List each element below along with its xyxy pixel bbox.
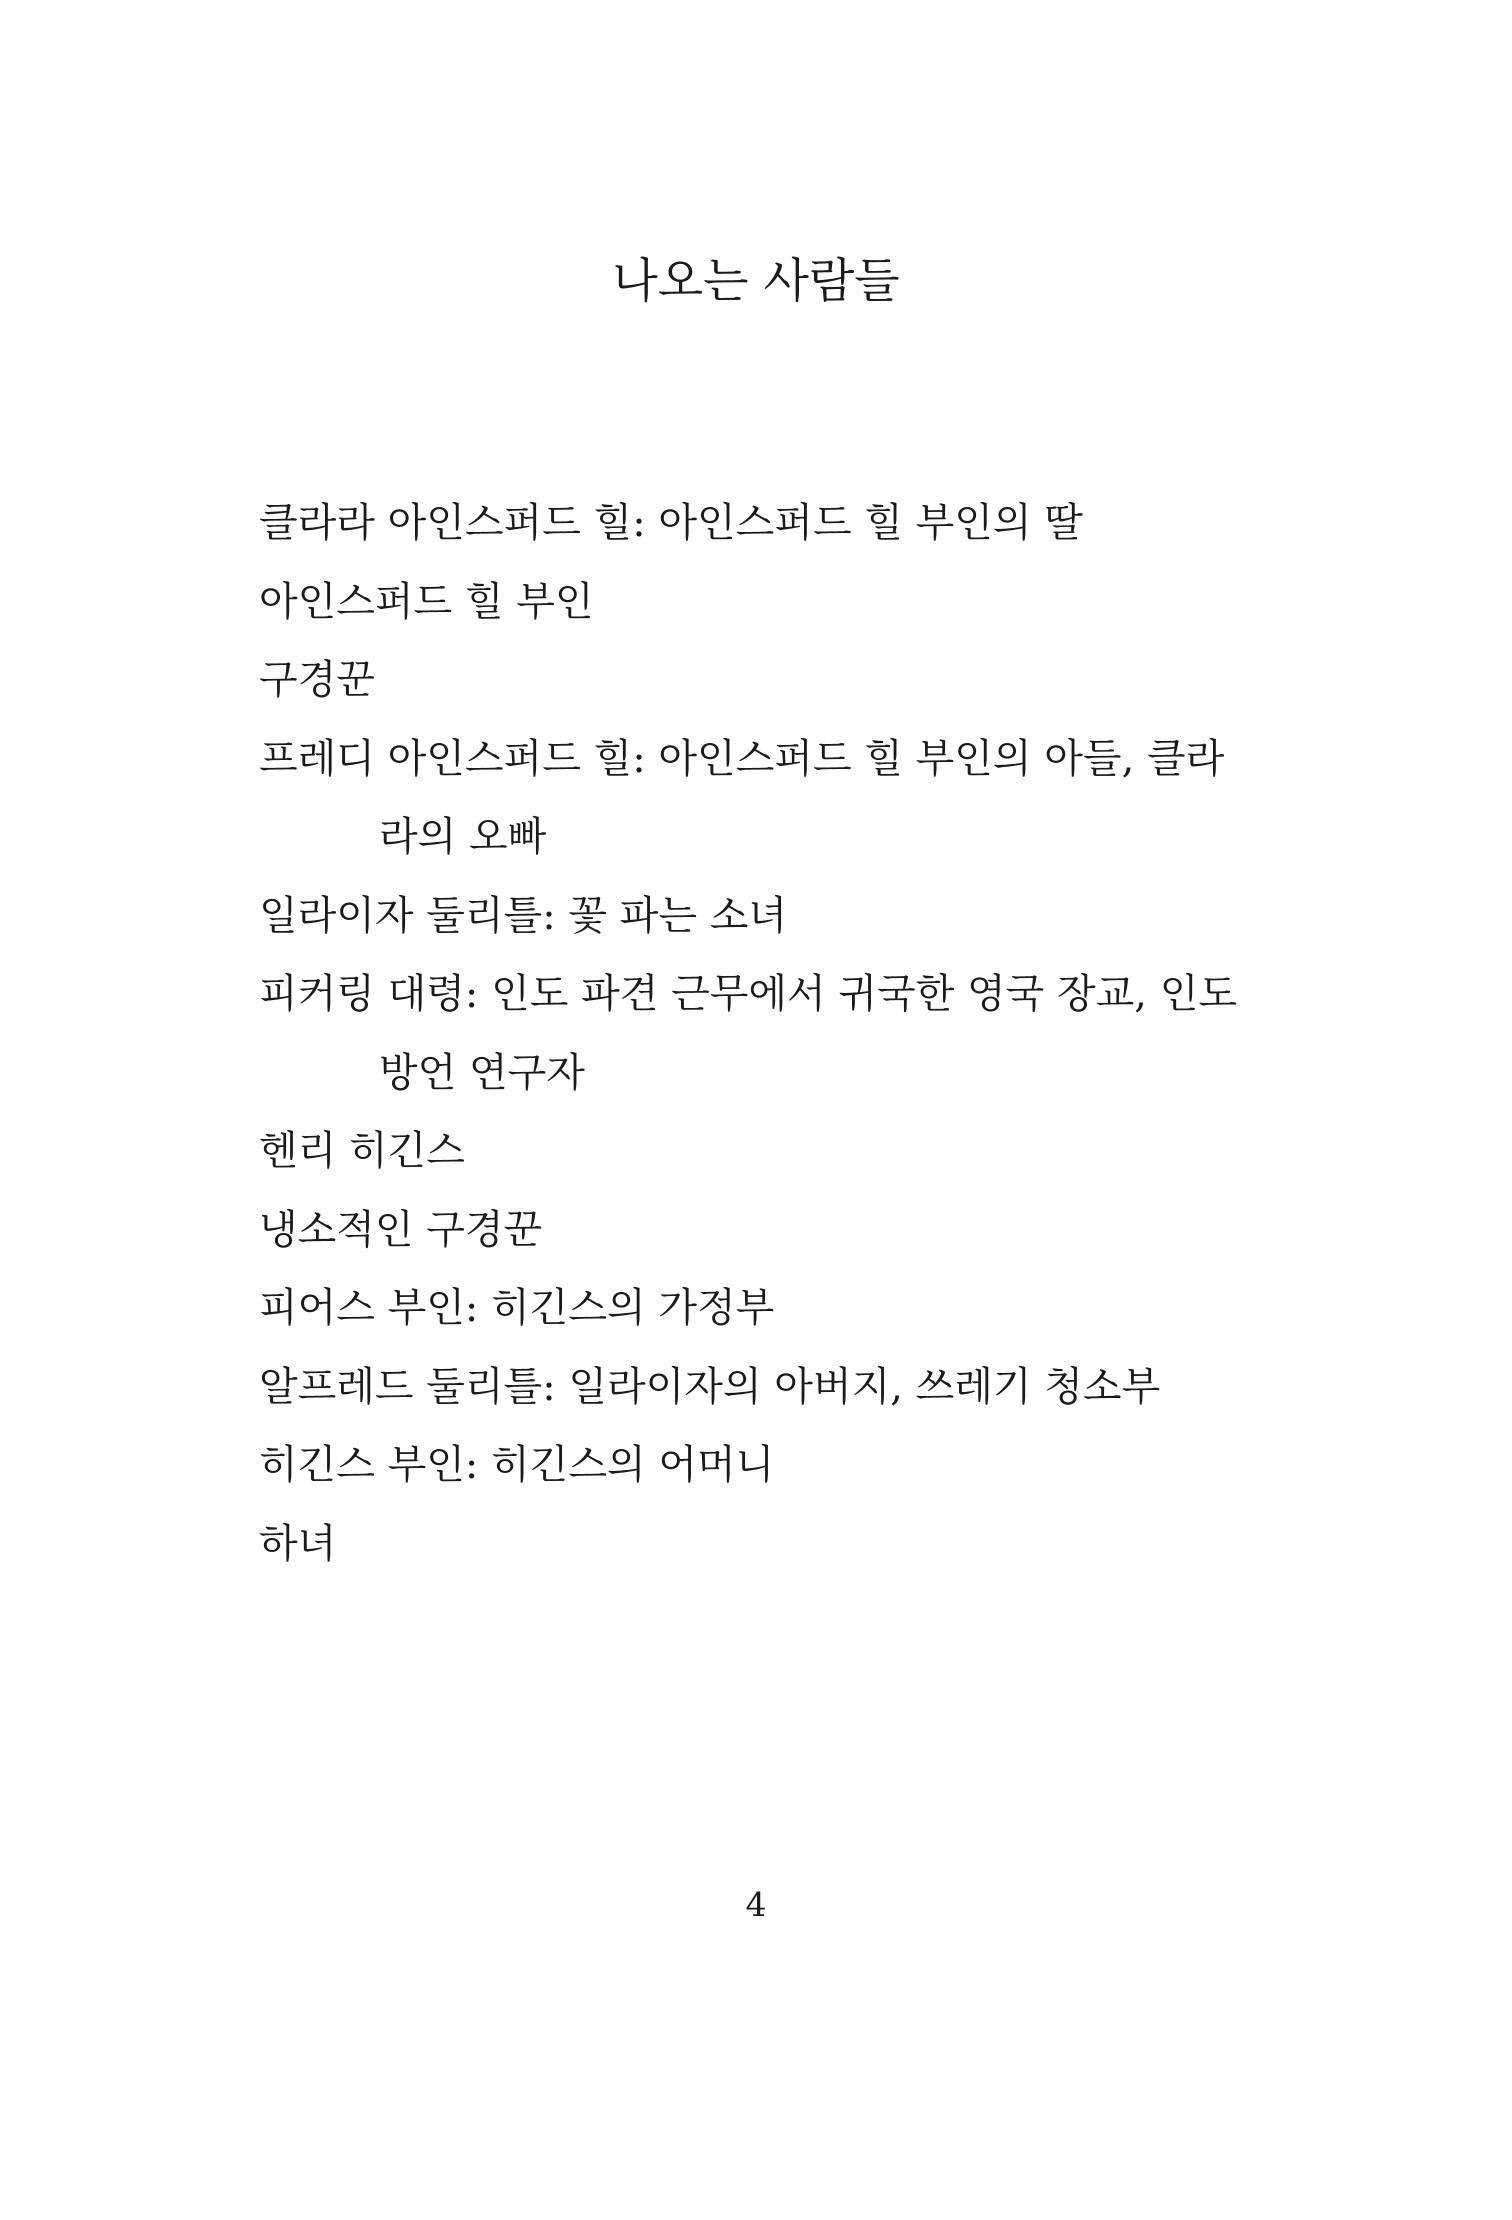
cast-item: 구경꾼	[259, 657, 375, 703]
cast-item: 냉소적인 구경꾼	[259, 1206, 543, 1253]
cast-item: 알프레드 둘리틀: 일라이자의 아버지, 쓰레기 청소부	[259, 1363, 1161, 1410]
cast-item: 피커링 대령: 인도 파견 근무에서 귀국한 영국 장교, 인도 방언 연구자	[259, 971, 1237, 1096]
cast-item: 일라이자 둘리틀: 꽃 파는 소녀	[259, 892, 788, 939]
cast-item: 히긴스 부인: 히긴스의 어머니	[259, 1442, 775, 1488]
cast-item: 하녀	[259, 1520, 337, 1567]
cast-item: 피어스 부인: 히긴스의 가정부	[259, 1285, 775, 1331]
cast-item: 헨리 히긴스	[259, 1128, 465, 1174]
cast-list	[259, 484, 1259, 1583]
page-title: 나오는 사람들	[612, 254, 900, 309]
cast-item: 프레디 아인스퍼드 힐: 아인스퍼드 힐 부인의 아들, 클라라의 오빠	[259, 735, 1225, 860]
cast-item: 아인스퍼드 힐 부인	[259, 578, 594, 625]
cast-item: 클라라 아인스퍼드 힐: 아인스퍼드 힐 부인의 딸	[259, 500, 1083, 546]
page-number: 4	[745, 1885, 767, 1924]
